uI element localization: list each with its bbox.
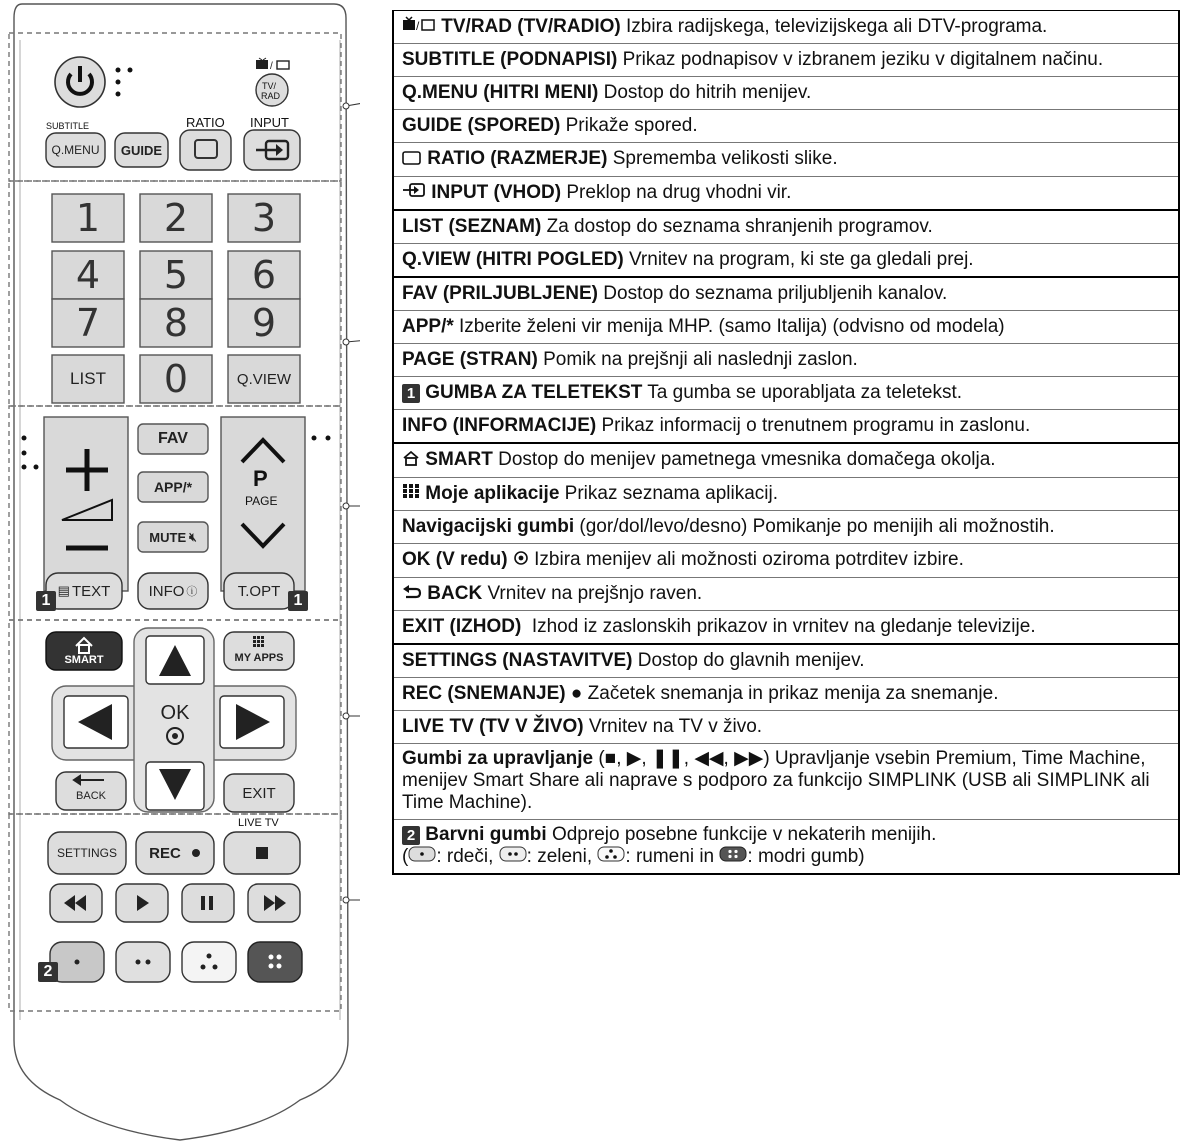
- row-smart: SMART Dostop do menijev pametnega vmesnika domačega okolja.: [394, 444, 1178, 477]
- input-label: INPUT: [250, 115, 289, 130]
- num-label-7: 7: [75, 301, 101, 345]
- num-label-3: 3: [251, 196, 277, 240]
- row-livetv: LIVE TV (TV V ŽIVO) Vrnitev na TV v živo.: [394, 711, 1178, 744]
- badge-2: 2: [38, 962, 58, 982]
- row-info: INFO (INFORMACIJE) Prikaz informacij o trenutnem programu in zaslonu.: [394, 410, 1178, 444]
- smart-label: SMART: [64, 654, 104, 666]
- num-label-4: 4: [75, 253, 101, 297]
- row-qmenu: Q.MENU (HITRI MENI) Dostop do hitrih menijev.: [394, 77, 1178, 110]
- exit-label: EXIT: [242, 784, 276, 802]
- list-label: LIST: [70, 369, 106, 388]
- ratio-label: RATIO: [186, 115, 225, 130]
- num-label-5: 5: [163, 253, 189, 297]
- num-label-0: 0: [163, 357, 189, 401]
- row-back: BACK Vrnitev na prejšnjo raven.: [394, 578, 1178, 611]
- page-p-label: P: [253, 466, 268, 491]
- rec-label: REC: [149, 844, 181, 862]
- row-myapps: Moje aplikacije Prikaz seznama aplikacij.: [394, 478, 1178, 511]
- red-button-icon: [408, 846, 436, 868]
- ratio-button[interactable]: [180, 130, 231, 170]
- qview-label: Q.VIEW: [236, 370, 292, 388]
- subtitle-label: SUBTITLE: [46, 121, 90, 131]
- pause-button[interactable]: [182, 884, 234, 922]
- num-label-8: 8: [163, 301, 189, 345]
- row-page: PAGE (STRAN) Pomik na prejšnji ali naslednji zaslon.: [394, 344, 1178, 377]
- num-label-6: 6: [251, 253, 277, 297]
- badge-1-right: 1: [288, 591, 308, 611]
- grid-icon: [402, 482, 420, 505]
- blue-button[interactable]: [248, 942, 302, 982]
- mute-icon: 🔇︎: [189, 529, 197, 544]
- info-label: INFO ⓘ: [148, 582, 198, 600]
- row-rec: REC (SNEMANJE) ● Začetek snemanja in prikaz menija za snemanje.: [394, 678, 1178, 711]
- num-label-1: 1: [75, 196, 101, 240]
- badge-1-left: 1: [36, 591, 56, 611]
- row-guide: GUIDE (SPORED) Prikaže spored.: [394, 110, 1178, 143]
- num-label-2: 2: [163, 196, 189, 240]
- row-settings: SETTINGS (NASTAVITVE) Dostop do glavnih menijev.: [394, 645, 1178, 678]
- description-table: [392, 10, 1180, 875]
- page-label: PAGE: [245, 494, 278, 508]
- row-ratio: RATIO (RAZMERJE) Sprememba velikosti slike.: [394, 143, 1178, 176]
- badge-1-icon: 1: [402, 384, 420, 403]
- badge-2-icon: 2: [402, 826, 420, 845]
- power-button[interactable]: [55, 57, 105, 107]
- row-app: APP/* Izberite želeni vir menija MHP. (samo Italija) (odvisno od modela): [394, 311, 1178, 344]
- topt-label: T.OPT: [237, 582, 281, 600]
- row-nav: Navigacijski gumbi (gor/dol/levo/desno) Pomikanje po menijih ali možnostih.: [394, 511, 1178, 544]
- ok-icon: [513, 549, 529, 572]
- green-button[interactable]: [116, 942, 170, 982]
- svg-text:/: /: [270, 61, 273, 72]
- back-label: BACK: [76, 790, 106, 802]
- fav-label: FAV: [158, 430, 188, 447]
- tvrad-label-1: TV/: [262, 81, 277, 91]
- row-input: INPUT (VHOD) Preklop na drug vhodni vir.: [394, 177, 1178, 211]
- row-exit: EXIT (IZHOD) Izhod iz zaslonskih prikazov in vrnitev na gledanje televizije.: [394, 611, 1178, 645]
- row-control: Gumbi za upravljanje (■, ▶, ❚❚, ◀◀, ▶▶) Upravljanje vsebin Premium, Time Machine, menijev Smart Share ali naprave s podporo za funkcijo SIMPLINK (USB ali SIMPLINK ali Time Machine).: [394, 744, 1178, 820]
- tv-radio-icon: [402, 15, 436, 38]
- settings-label: SETTINGS: [56, 846, 117, 860]
- volume-rocker[interactable]: [44, 417, 128, 591]
- guide-label: GUIDE: [120, 142, 163, 158]
- info-icon: ⓘ: [186, 586, 198, 598]
- stop-icon: [256, 847, 268, 859]
- input-icon: [402, 181, 426, 204]
- svg-text:/: /: [416, 19, 420, 33]
- live-tv-label: LIVE TV: [238, 817, 279, 829]
- qmenu-label: Q.MENU: [51, 143, 100, 157]
- myapps-label: MY APPS: [234, 652, 284, 664]
- tvrad-label-2: RAD: [261, 91, 281, 101]
- app-label: APP/*: [153, 479, 193, 495]
- mute-label: MUTE 🔇︎: [149, 529, 197, 545]
- grid-icon: [253, 636, 264, 647]
- yellow-button-icon: [597, 846, 625, 868]
- row-teletext: 1 GUMBA ZA TELETEKST Ta gumba se uporabljata za teletekst.: [394, 377, 1178, 410]
- home-icon: [402, 449, 420, 472]
- ok-label: OK: [160, 701, 190, 724]
- row-tvrad: / TV/RAD (TV/RADIO) Izbira radijskega, televizijskega ali DTV-programa.: [394, 11, 1178, 44]
- row-subtitle: SUBTITLE (PODNAPISI) Prikaz podnapisov v izbranem jeziku v digitalnem načinu.: [394, 44, 1178, 77]
- num-label-9: 9: [251, 301, 277, 345]
- row-fav: FAV (PRILJUBLJENE) Dostop do seznama priljubljenih kanalov.: [394, 278, 1178, 311]
- ratio-icon: [402, 148, 422, 171]
- blue-button-icon: [719, 846, 747, 868]
- yellow-button[interactable]: [182, 942, 236, 982]
- row-list: LIST (SEZNAM) Za dostop do seznama shranjenih programov.: [394, 211, 1178, 244]
- row-ok: OK (V redu) Izbira menijev ali možnosti oziroma potrditev izbire.: [394, 544, 1178, 577]
- green-button-icon: [499, 846, 527, 868]
- teletext-icon: ▤: [57, 583, 70, 598]
- back-arrow-icon: [402, 582, 422, 605]
- remote-illustration: [0, 0, 360, 1148]
- row-color: 2 Barvni gumbi Odprejo posebne funkcije v nekaterih menijih. ( : rdeči, : zeleni, : rumeni in : modri gumb): [402, 824, 937, 868]
- text-label: ▤ TEXT: [57, 582, 111, 600]
- row-qview: Q.VIEW (HITRI POGLED) Vrnitev na program, ki ste ga gledali prej.: [394, 244, 1178, 278]
